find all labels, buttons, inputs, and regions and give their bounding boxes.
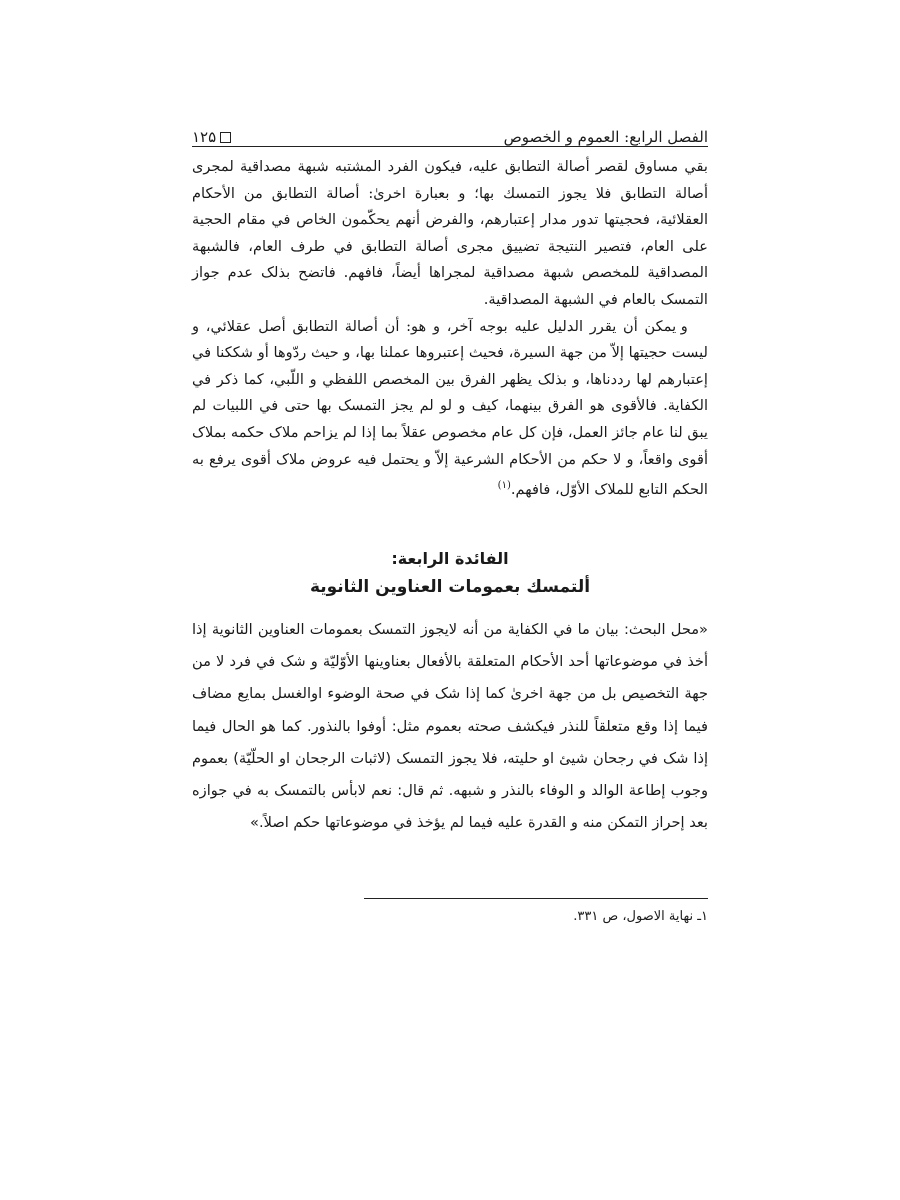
section-heading: [192, 546, 708, 602]
footnote: ۱ـ نهاية الاصول، ص ۳۳۱.: [573, 909, 708, 924]
page-number-text: ۱۲۵: [192, 128, 217, 146]
header-divider: [192, 146, 708, 147]
main-text: [192, 154, 708, 504]
section-title: ألتمسك بعمومات العناوين الثانوية: [309, 577, 591, 597]
page-number: [192, 128, 231, 146]
paragraph-2: و يمكن أن يقرر الدليل عليه بوجه آخر، و هو: أن أصالة التطابق أصل عقلائي، و ليست حجيتها إلاّ من جهة السيرة، فحيث إعتبروها عملنا بها، و حيث ردّوها أو شككنا في إعتبارهم لها رددناها، و بذلک يظهر الفرق بين المخصص اللفظي و اللّبي، كما ذكر في الكفاية. فالأقوى هو الفرق بينهما، كيف و لو لم يجز التمسک بها حتى في اللبيات لم يبق لنا عام جائز العمل، فإن كل عام مخصوص عقلاً بما إذا لم يزاحم ملاک حكمه بملاک أقوى واقعاً، و لا حكم من الأحكام الشرعية إلاّ و يحتمل فيه عروض ملاک أقوى يرفع به الحكم التابع للملاک الأوّل، فافهم.: [192, 317, 708, 498]
square-icon: [220, 132, 231, 143]
quoted-passage: «محل البحث: بيان ما في الكفاية من أنه لايجوز التمسک بعمومات العناوين الثانوية إذا أخذ في موضوعاتها أحد الأحكام المتعلقة بالأفعال بعناوينها الأوّليّة و شک في فرد لا من جهة التخصيص بل من جهة اخرىٰ كما إذا شک في صحة الوضوء اوالغسل بمايع مضاف فيما إذا وقع متعلقاً للنذر فيكشف صحته بعموم مثل: أوفوا بالنذور. كما هو الحال فيما إذا شک في رجحان شيئ او حليته، فلا يجوز التمسک (لاثبات الرجحان او الحلّيّة) بعموم وجوب إطاعة الوالد و الوفاء بالنذر و شبهه. ثم قال: نعم لابأس بالتمسک به في جوازه بعد إحراز التمكن منه و القدرة عليه فيما لم يؤخذ في موضوعاتها حكم اصلاً.»: [192, 621, 708, 832]
paragraph-1: بقي مساوق لقصر أصالة التطابق عليه، فيكون الفرد المشتبه شبهة مصداقية لمجرى أصالة التطابق فلا يجوز التمسك بها؛ و بعبارة اخرىٰ: أصالة التطابق من الأحكام العقلائية، فحجيتها تدور مدار إعتبارهم، والفرض أنهم يحكّمون الخاص في مقام الحجية على العام، فتصير النتيجة تضييق مجرى أصالة التطابق في طرف العام، فالشبهة المصداقية للمخصص شبهة مصداقية لمجراها أيضاً، فافهم. فاتضح بذلک عدم جواز التمسک بالعام في الشبهة المصداقية.: [192, 158, 708, 308]
footnote-marker[interactable]: (۱): [497, 480, 511, 492]
footnote-divider: [364, 898, 708, 899]
chapter-title: الفصل الرابع: العموم و الخصوص: [503, 128, 708, 146]
running-header: [192, 114, 708, 146]
section-label: الفائدة الرابعة:: [391, 549, 509, 568]
